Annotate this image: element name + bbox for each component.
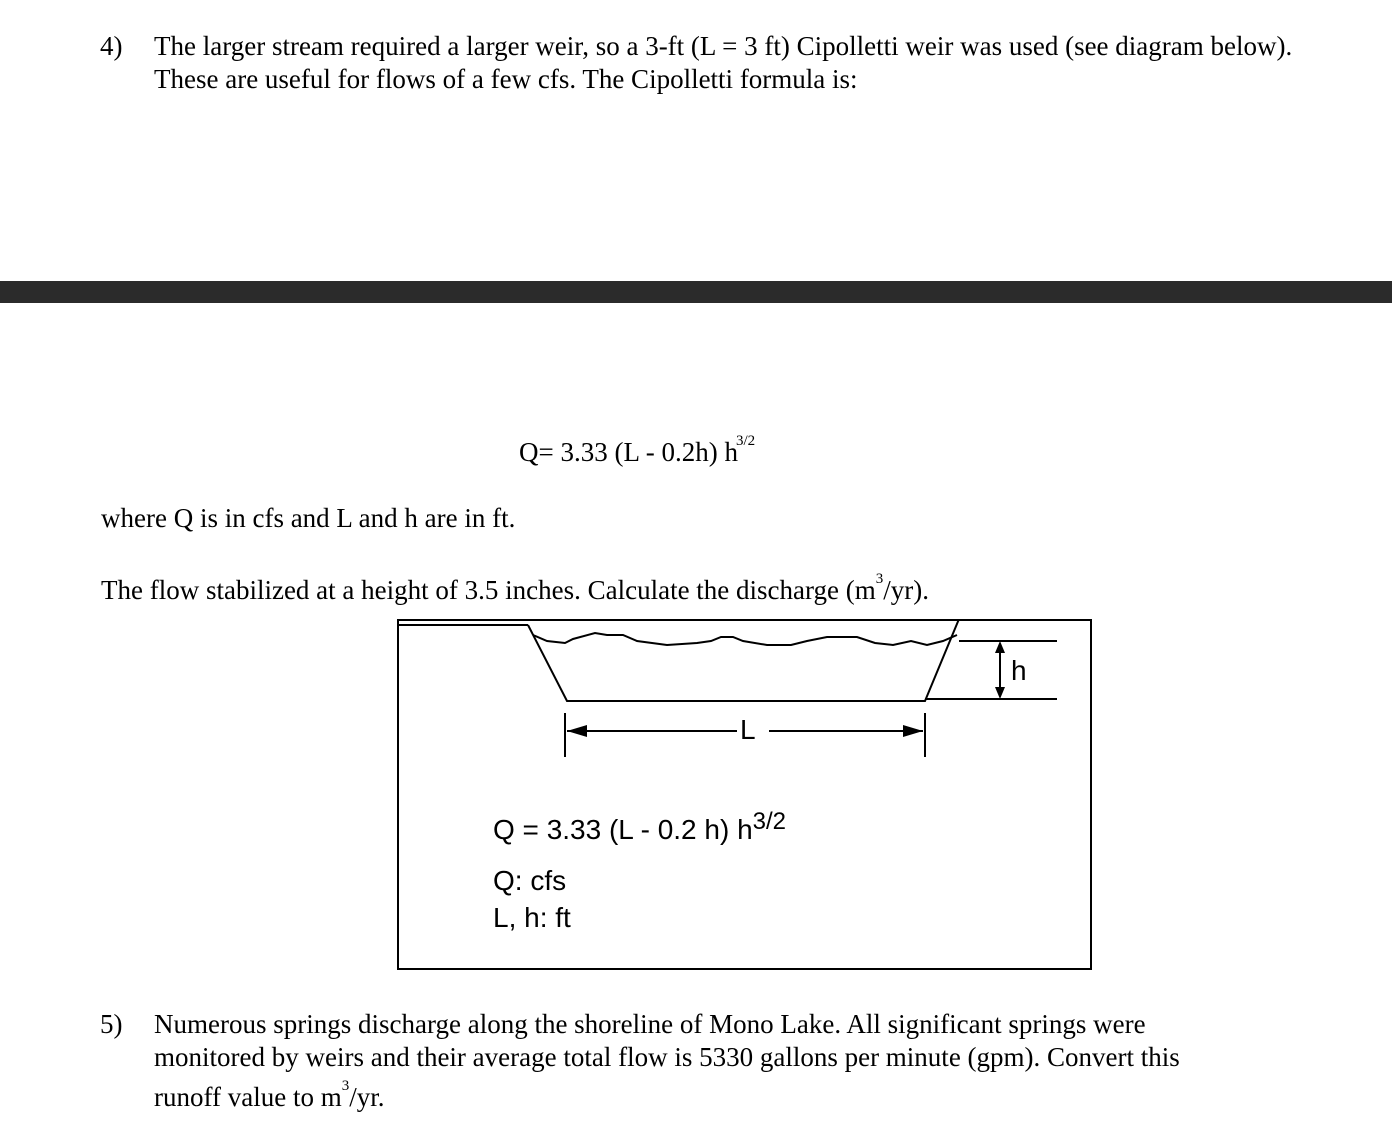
flow-text-before: The flow stabilized at a height of 3.5 inches. Calculate the discharge (m [101,575,876,605]
formula-main: Q= 3.33 (L - 0.2h) h [519,437,738,467]
diagram-label-l: L [740,714,756,745]
h-arrow-down [995,687,1005,699]
question-5-line-3-exponent: 3 [341,1078,350,1094]
where-text: where Q is in cfs and L and h are in ft. [101,503,516,533]
question-4-line-1: The larger stream required a larger weir, so a 3-ft (L = 3 ft) Cipolletti weir was used (see diagram below). [154,31,1293,61]
flow-text-after: /yr). [883,575,929,605]
diagram-formula [493,808,787,848]
flow-text-exponent: 3 [875,571,884,587]
question-5-line-3-before: runoff value to m [154,1082,342,1112]
diagram-units-q: Q: cfs [493,865,567,896]
diagram-formula-main: Q = 3.33 (L - 0.2 h) h [493,814,753,845]
question-5-number: 5) [100,1009,123,1039]
question-5-line-1: Numerous springs discharge along the shoreline of Mono Lake. All significant springs were [154,1009,1146,1039]
cipolletti-weir-diagram [397,619,1092,970]
weir-notch [528,619,959,701]
flow-text [101,571,929,612]
diagram-label-h: h [1011,655,1027,686]
diagram-formula-exponent: 3/2 [752,808,787,835]
water-surface [533,633,957,645]
l-arrow-right [903,725,923,737]
cipolletti-formula [519,433,757,474]
formula-exponent: 3/2 [735,433,756,449]
question-5-line-3 [154,1078,385,1119]
question-4-line-2: These are useful for flows of a few cfs. The Cipolletti formula is: [154,64,858,94]
section-divider [0,281,1392,303]
h-arrow-up [995,641,1005,653]
question-5-line-2: monitored by weirs and their average total flow is 5330 gallons per minute (gpm). Convert this [154,1042,1180,1072]
l-arrow-left [567,725,587,737]
question-4-number: 4) [100,31,123,61]
question-5-line-3-after: /yr. [349,1082,385,1112]
diagram-units-lh: L, h: ft [493,902,571,933]
